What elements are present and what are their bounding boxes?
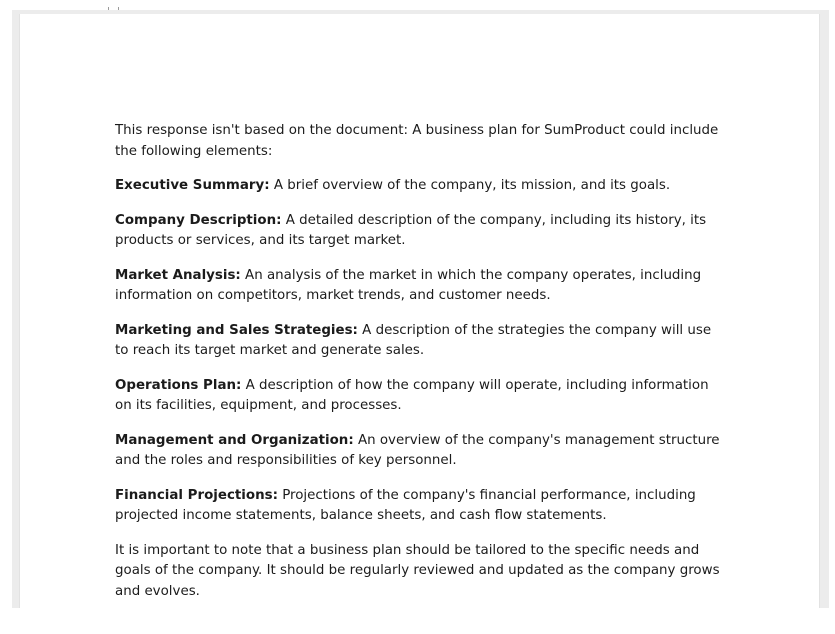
section-heading: Marketing and Sales Strategies:: [115, 322, 358, 338]
section-text: A brief overview of the company, its mission, and its goals.: [269, 178, 671, 193]
section-company-description: [115, 211, 725, 252]
section-text: A description of how the company will operate, including information on its facilities, equipment, and processes.: [115, 377, 709, 413]
section-text: An analysis of the market in which the company operates, including information on competitors, market trends, and customer needs.: [115, 267, 702, 303]
document-body[interactable]: [115, 121, 725, 616]
section-heading: Management and Organization:: [115, 432, 354, 448]
intro-paragraph: This response isn't based on the document: A business plan for SumProduct could include the following elements:: [115, 123, 719, 159]
section-marketing-sales: [115, 321, 725, 362]
section-text: A description of the strategies the company will use to reach its target market and generate sales.: [115, 322, 712, 358]
section-heading: Company Description:: [115, 212, 282, 228]
section-heading: Market Analysis:: [115, 267, 241, 283]
closing-paragraph: It is important to note that a business plan should be tailored to the specific needs and goals of the company. It should be regularly reviewed and updated as the company grows and evolves.: [115, 542, 720, 599]
section-heading: Executive Summary:: [115, 178, 270, 193]
section-financial-projections: [115, 486, 725, 527]
section-text: A detailed description of the company, including its history, its products or services, and its target market.: [115, 212, 707, 248]
section-management-organization: [115, 431, 725, 472]
section-text: Projections of the company's financial performance, including projected income statements, balance sheets, and cash flow statements.: [115, 487, 696, 523]
section-operations-plan: [115, 376, 725, 417]
section-executive-summary: [115, 176, 725, 197]
section-heading: Operations Plan:: [115, 377, 242, 393]
section-text: An overview of the company's management structure and the roles and responsibilities of key personnel.: [115, 432, 720, 468]
section-market-analysis: [115, 266, 725, 307]
section-heading: Financial Projections:: [115, 487, 278, 503]
